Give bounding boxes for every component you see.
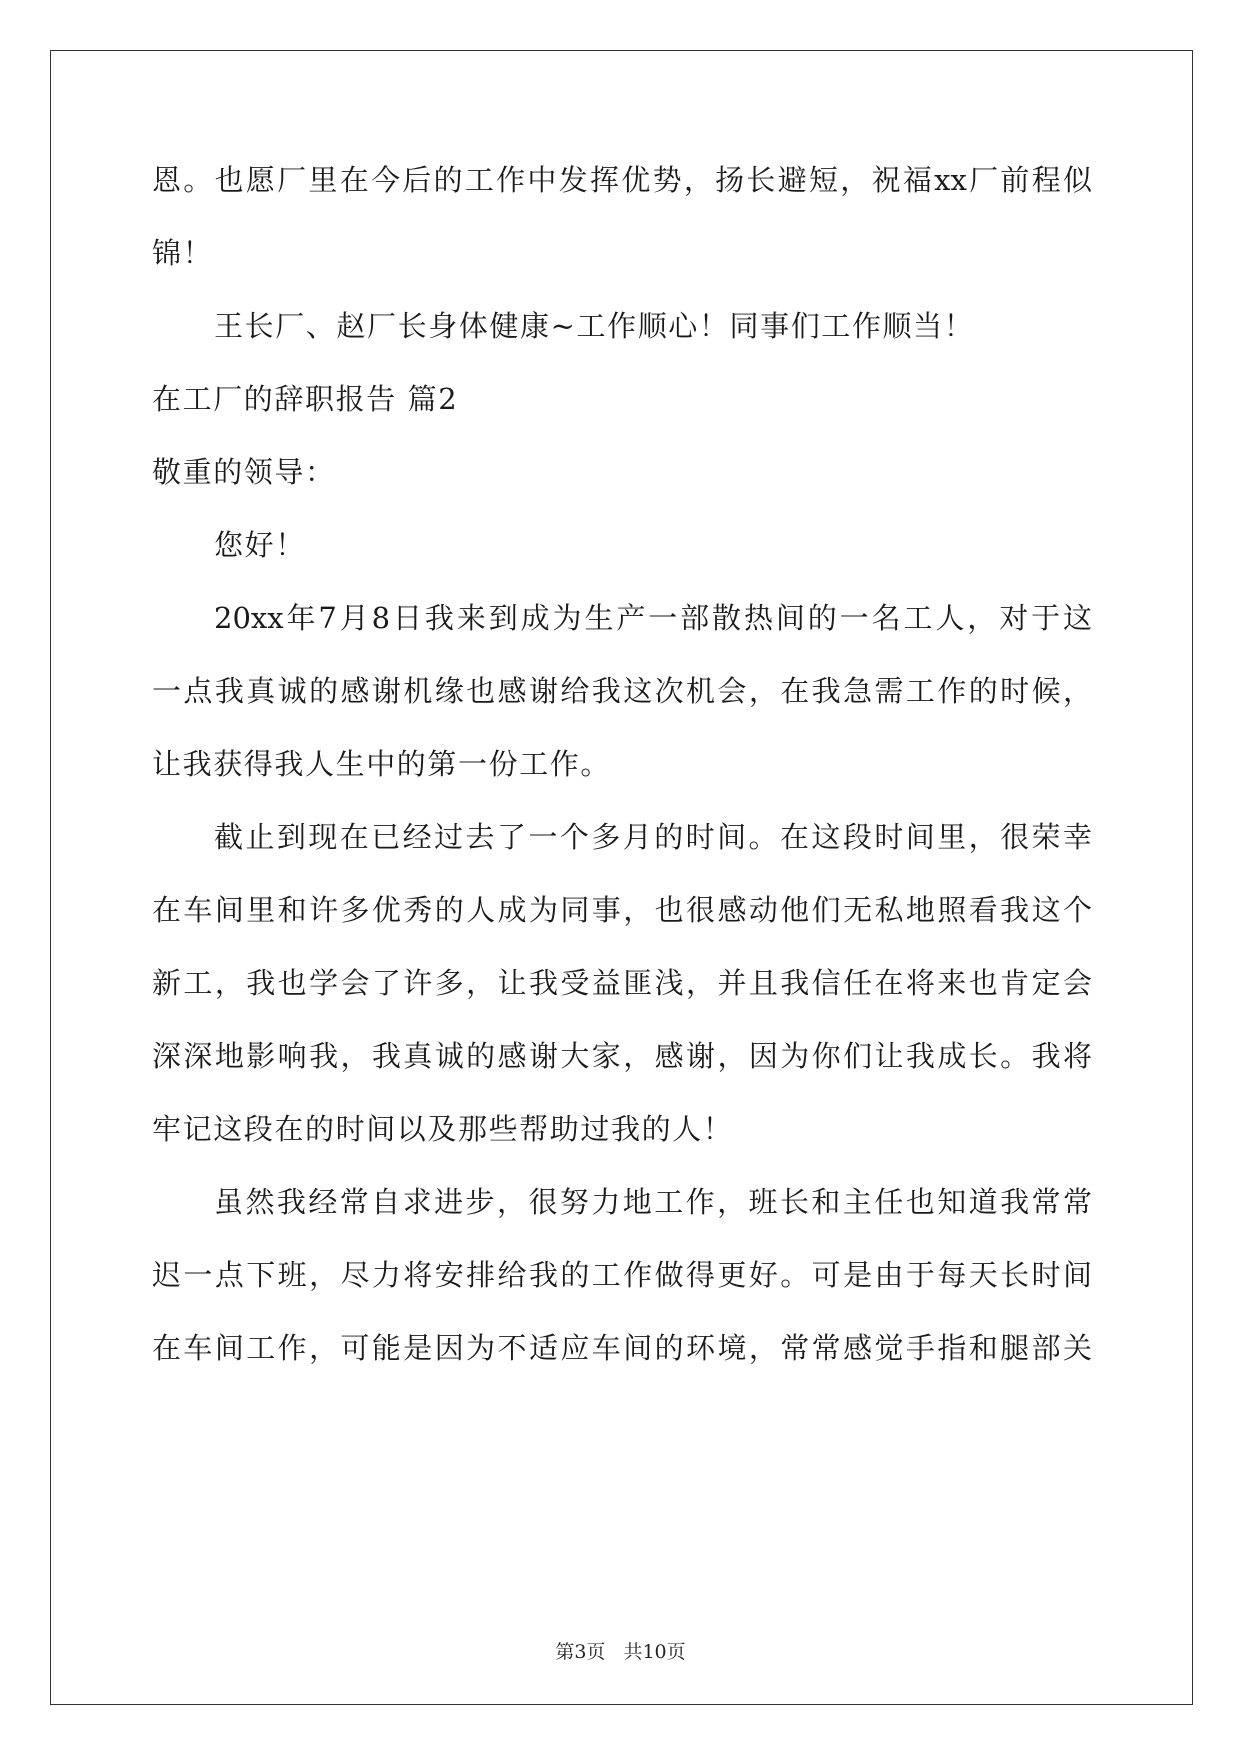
- salutation: 敬重的领导：: [152, 455, 336, 489]
- greeting: 您好！: [214, 528, 306, 562]
- text-line: 截止到现在已经过去了一个多月的时间。在这段时间里，很荣幸: [214, 820, 1092, 854]
- text-line: 锦！: [152, 236, 214, 270]
- page-number: 第3页: [555, 1641, 606, 1663]
- page-total: 共10页: [623, 1641, 686, 1663]
- text-line: 在车间里和许多优秀的人成为同事，也很感动他们无私地照看我这个: [152, 893, 1092, 927]
- text-line: 迟一点下班，尽力将安排给我的工作做得更好。可是由于每天长时间: [152, 1258, 1092, 1292]
- section-heading: 在工厂的辞职报告 篇2: [152, 382, 459, 416]
- text-line: 虽然我经常自求进步，很努力地工作，班长和主任也知道我常常: [214, 1185, 1092, 1219]
- text-line: 牢记这段在的时间以及那些帮助过我的人！: [152, 1112, 734, 1146]
- text-line: 在车间工作，可能是因为不适应车间的环境，常常感觉手指和腿部关: [152, 1331, 1092, 1365]
- text-line: 深深地影响我，我真诚的感谢大家，感谢，因为你们让我成长。我将: [152, 1039, 1092, 1073]
- text-line: 王长厂、赵厂长身体健康~工作顺心！同事们工作顺当！: [214, 309, 975, 343]
- text-line: 一点我真诚的感谢机缘也感谢给我这次机会，在我急需工作的时候，: [152, 674, 1092, 708]
- text-line: 新工，我也学会了许多，让我受益匪浅，并且我信任在将来也肯定会: [152, 966, 1092, 1000]
- page-footer: [0, 1640, 1241, 1664]
- text-line: 恩。也愿厂里在今后的工作中发挥优势，扬长避短，祝福xx厂前程似: [152, 163, 1092, 197]
- text-line: 20xx年7月8日我来到成为生产一部散热间的一名工人，对于这: [214, 601, 1092, 635]
- text-line: 让我获得我人生中的第一份工作。: [152, 747, 612, 781]
- page-border: [50, 50, 1193, 1705]
